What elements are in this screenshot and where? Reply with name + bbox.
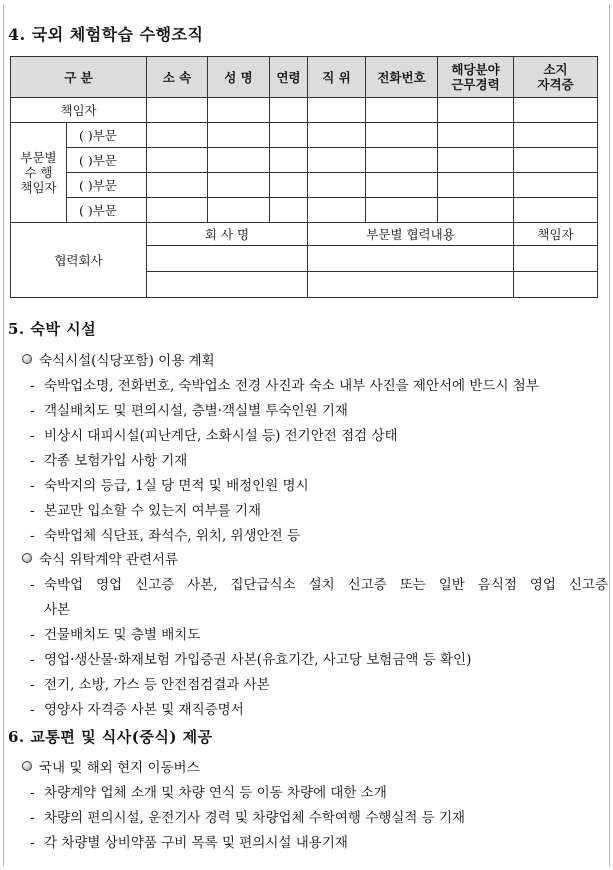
section-6-title: 6. 교통편 및 식사(중식) 제공 [8,728,213,746]
cell[interactable] [366,98,438,123]
list-item-text: 숙박업 영업 신고증 사본, 집단급식소 설치 신고증 또는 일반 음식점 영업 신고증 [44,577,608,593]
header-name: 성 명 [208,57,270,98]
table-header-row [11,57,598,98]
list-item: - 차량의 편의시설, 운전기사 경력 및 차량업체 수학여행 수행실적 등 기재 [30,810,466,826]
header-certificate [514,57,598,98]
bullet-heading-text: 숙식 위탁계약 관련서류 [39,552,178,568]
cell[interactable] [147,148,208,173]
table-row-dept [11,123,598,148]
cell[interactable] [308,272,514,298]
cell[interactable] [308,98,366,123]
partners-col-content: 부문별 협력내용 [308,223,514,246]
dept-row-label: ( )부문 [67,173,147,198]
cell[interactable] [366,173,438,198]
dept-heads-label [11,123,67,223]
cell[interactable] [270,98,308,123]
header-category: 구 분 [11,57,147,98]
list-item: - 숙박업소명, 전화번호, 숙박업소 전경 사진과 숙소 내부 사진을 제안서에 반드시 첨부 [30,378,539,394]
partners-header-row [11,223,598,246]
dept-row-label: ( )부문 [67,148,147,173]
section-4-title: 4. 국외 체험학습 수행조직 [8,25,204,44]
header-career-line1: 해당분야 [451,62,500,77]
bullet-heading [22,548,178,568]
partners-col-manager: 책임자 [514,223,598,246]
partners-col-company: 회 사 명 [147,223,308,246]
list-item: - 객실배치도 및 편의시설, 층별·객실별 투숙인원 기재 [30,403,348,419]
header-age: 연령 [270,57,308,98]
cell[interactable] [514,148,598,173]
dept-label-line3: 책임자 [20,180,57,195]
list-item: - 숙박지의 등급, 1실 당 면적 및 배정인원 명시 [30,478,309,494]
cell[interactable] [147,198,208,223]
list-item-text: 숙박업소명, 전화번호, 숙박업소 전경 사진과 숙소 내부 사진을 제안서에 반드시 첨부 [44,378,539,394]
cell[interactable] [270,123,308,148]
list-item-text: 비상시 대피시설(피난계단, 소화시설 등) 전기안전 점검 상태 [44,428,398,444]
list-item: - 각 차량별 상비약품 구비 목록 및 편의시설 내용기재 [30,835,348,851]
list-item-text: 영양사 자격증 사본 및 재직증명서 [44,702,244,718]
dept-label-line1: 부문별 [20,150,57,165]
header-cert-line1: 소지 [543,62,568,77]
table-row-responsible [11,98,598,123]
list-item: - 차량계약 업체 소개 및 차량 연식 등 이동 차량에 대한 소개 [30,785,387,801]
list-item: - 건물배치도 및 층별 배치도 [30,627,201,643]
cell[interactable] [147,98,208,123]
table-row-dept [11,148,598,173]
cell[interactable] [147,246,308,272]
cell[interactable] [514,173,598,198]
list-item: - 영업·생산물·화재보험 가입증권 사본(유효기간, 사고당 보험금액 등 확인) [30,652,472,668]
cell[interactable] [270,148,308,173]
dept-label-line2: 수 행 [24,165,53,180]
cell[interactable] [147,123,208,148]
list-item: - 비상시 대피시설(피난계단, 소화시설 등) 전기안전 점검 상태 [30,428,398,444]
cell[interactable] [147,272,308,298]
list-item: - 각종 보험가입 사항 기재 [30,453,188,469]
cell[interactable] [438,198,514,223]
dept-row-label: ( )부문 [67,123,147,148]
cell[interactable] [366,123,438,148]
bullet-heading [22,756,200,776]
header-career [438,57,514,98]
bullet-heading-text: 국내 및 해외 현지 이동버스 [39,760,200,776]
bullet-circle-icon [22,354,32,364]
bullet-circle-icon [22,761,32,771]
cell[interactable] [438,123,514,148]
list-item-text: 건물배치도 및 층별 배치도 [44,627,201,643]
list-item: - 전기, 소방, 가스 등 안전점검결과 사본 [30,677,270,693]
list-item-text: 영업·생산물·화재보험 가입증권 사본(유효기간, 사고당 보험금액 등 확인) [44,652,472,668]
cell[interactable] [514,123,598,148]
responsible-label: 책임자 [11,98,147,123]
section-5-title: 5. 숙박 시설 [8,320,97,338]
cell[interactable] [366,148,438,173]
cell[interactable] [208,123,270,148]
cell[interactable] [308,123,366,148]
cell[interactable] [208,173,270,198]
list-item: - 영양사 자격증 사본 및 재직증명서 [30,702,244,718]
header-career-line2: 근무경력 [451,77,500,92]
list-item-text: 본교만 입소할 수 있는지 여부를 기재 [44,503,262,519]
list-item-continuation: 사본 [44,602,71,618]
cell[interactable] [514,246,598,272]
organization-table [10,56,598,298]
list-item: - 숙박업체 식단표, 좌석수, 위치, 위생안전 등 [30,528,301,544]
list-item: - 본교만 입소할 수 있는지 여부를 기재 [30,503,262,519]
header-phone: 전화번호 [366,57,438,98]
list-item-text: 숙박지의 등급, 1실 당 면적 및 배정인원 명시 [44,478,309,494]
cell[interactable] [270,198,308,223]
list-item-text: 차량의 편의시설, 운전기사 경력 및 차량업체 수학여행 수행실적 등 기재 [44,810,466,826]
cell[interactable] [270,173,308,198]
bullet-heading-text: 숙식시설(식당포함) 이용 계획 [39,353,215,369]
cell[interactable] [514,198,598,223]
dept-row-label: ( )부문 [67,198,147,223]
list-item: - 숙박업 영업 신고증 사본, 집단급식소 설치 신고증 또는 일반 음식점 영업 신고증 [30,573,608,593]
cell[interactable] [308,148,366,173]
header-cert-line2: 자격증 [537,77,574,92]
cell[interactable] [308,246,514,272]
list-item-text: 각종 보험가입 사항 기재 [44,453,188,469]
list-item-text: 객실배치도 및 편의시설, 층별·객실별 투숙인원 기재 [44,403,348,419]
cell[interactable] [308,173,366,198]
list-item-text: 차량계약 업체 소개 및 차량 연식 등 이동 차량에 대한 소개 [44,785,387,801]
cell[interactable] [208,148,270,173]
table-row-dept [11,173,598,198]
cell[interactable] [147,173,208,198]
header-affiliation: 소 속 [147,57,208,98]
cell[interactable] [208,98,270,123]
list-item-text: 숙박업체 식단표, 좌석수, 위치, 위생안전 등 [44,528,301,544]
list-item-text: 각 차량별 상비약품 구비 목록 및 편의시설 내용기재 [44,835,348,851]
cell[interactable] [208,198,270,223]
table-row-dept [11,198,598,223]
cell[interactable] [438,98,514,123]
cell[interactable] [308,198,366,223]
cell[interactable] [366,198,438,223]
partners-label: 협력회사 [11,223,147,298]
list-item-text: 전기, 소방, 가스 등 안전점검결과 사본 [44,677,270,693]
header-position: 직 위 [308,57,366,98]
cell[interactable] [514,98,598,123]
bullet-heading [22,349,215,369]
bullet-circle-icon [22,553,32,563]
cell[interactable] [438,148,514,173]
cell[interactable] [438,173,514,198]
cell[interactable] [514,272,598,298]
